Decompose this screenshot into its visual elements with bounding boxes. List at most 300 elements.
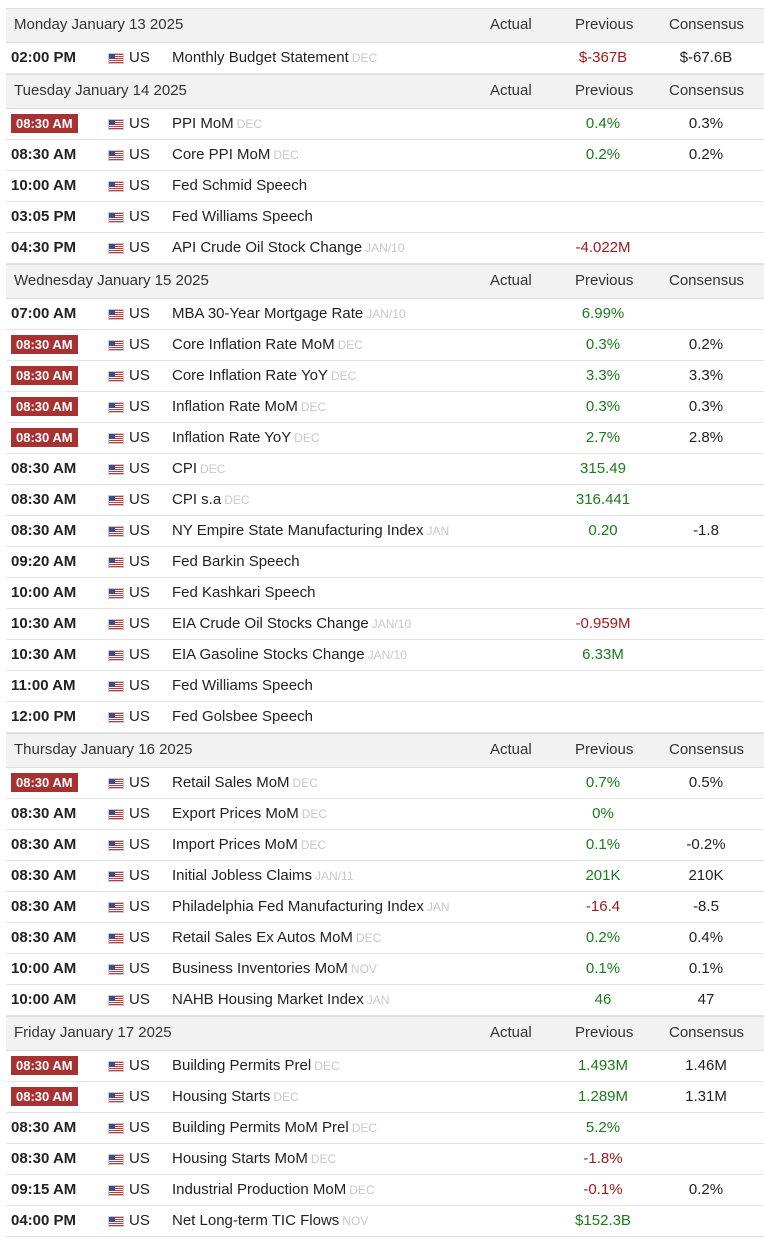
flag-canton [109,934,115,939]
event-name[interactable] [172,584,315,601]
event-row[interactable] [6,892,764,923]
reference-period: DEC [351,1121,378,1135]
actual-column-header: Actual [490,16,532,33]
country-code: US [129,991,150,1008]
country-code: US [129,460,150,477]
us-flag-icon [108,150,124,161]
flag-canton [109,213,115,218]
event-title[interactable]: Core PPI MoM [172,146,271,163]
us-flag-icon [108,526,124,537]
previous-value: 1.493M [577,1057,629,1074]
event-row[interactable] [6,954,764,985]
reference-period: DEC [300,400,327,414]
us-flag-icon [108,371,124,382]
event-title[interactable]: Inflation Rate YoY [172,429,292,446]
us-flag-icon [108,933,124,944]
event-title[interactable]: Net Long-term TIC Flows [172,1212,340,1229]
event-name[interactable] [172,929,381,946]
event-title[interactable]: Import Prices MoM [172,836,298,853]
us-flag-icon [108,1185,124,1196]
event-row[interactable] [6,485,764,516]
event-title[interactable]: API Crude Oil Stock Change [172,239,363,256]
event-row[interactable] [6,361,764,392]
country-code: US [129,1150,150,1167]
event-row[interactable] [6,768,764,799]
event-name[interactable] [172,460,225,477]
previous-value: -0.1% [583,1181,623,1198]
flag-canton [109,872,115,877]
previous-column-header: Previous [575,16,634,33]
country-code: US [129,898,150,915]
reference-period: DEC [314,1059,340,1073]
event-time: 04:30 PM [11,239,77,256]
flag-canton [109,682,115,687]
event-name[interactable] [172,177,307,194]
us-flag-icon [108,871,124,882]
economic-calendar [6,8,764,1237]
reference-period: DEC [337,338,363,352]
country-code: US [129,805,150,822]
flag-canton [109,779,115,784]
previous-column-header: Previous [575,741,634,758]
event-title[interactable]: Fed Williams Speech [172,677,313,694]
event-time: 08:30 AM [11,522,77,539]
event-row[interactable] [6,202,764,233]
event-row[interactable] [6,1144,764,1175]
consensus-value: 47 [697,991,715,1008]
event-title[interactable]: Fed Schmid Speech [172,177,308,194]
event-name[interactable] [172,115,262,132]
event-row[interactable] [6,423,764,454]
event-name[interactable] [172,367,356,384]
flag-canton [109,182,115,187]
reference-period: DEC [273,1090,299,1104]
country-code: US [129,1212,150,1229]
event-name[interactable] [172,1119,377,1136]
event-title[interactable]: Core Inflation Rate MoM [172,336,335,353]
previous-column-header: Previous [575,82,634,99]
event-name[interactable] [172,805,327,822]
country-code: US [129,146,150,163]
country-code: US [129,1181,150,1198]
flag-canton [109,434,115,439]
event-name[interactable] [172,522,449,539]
country-code: US [129,305,150,322]
event-time: 04:00 PM [11,1212,77,1229]
consensus-column-header: Consensus [669,1024,745,1041]
flag-canton [109,841,115,846]
event-title[interactable]: EIA Gasoline Stocks Change [172,646,365,663]
reference-period: JAN/10 [371,617,412,631]
event-row[interactable] [6,140,764,171]
event-title[interactable]: Housing Starts MoM [172,1150,308,1167]
event-title[interactable]: CPI s.a [172,491,222,508]
event-title[interactable]: Monthly Budget Statement [172,49,349,66]
event-row[interactable] [6,330,764,361]
us-flag-icon [108,1154,124,1165]
event-name[interactable] [172,774,318,791]
event-name[interactable] [172,305,406,322]
us-flag-icon [108,650,124,661]
reference-period: DEC [351,51,378,65]
actual-column-header: Actual [490,1024,532,1041]
flag-canton [109,372,115,377]
reference-period: JAN [426,524,450,538]
previous-value: 0.20 [588,522,618,539]
event-row[interactable] [6,109,764,140]
flag-canton [109,903,115,908]
event-title[interactable]: Fed Golsbee Speech [172,708,313,725]
us-flag-icon [108,619,124,630]
previous-value: -0.959M [575,615,631,632]
us-flag-icon [108,243,124,254]
us-flag-icon [108,309,124,320]
us-flag-icon [108,119,124,130]
country-code: US [129,398,150,415]
us-flag-icon [108,464,124,475]
event-title[interactable]: Building Permits MoM Prel [172,1119,349,1136]
event-name[interactable] [172,491,250,508]
us-flag-icon [108,840,124,851]
day-header [6,74,764,109]
event-time: 08:30 AM [11,867,77,884]
consensus-value: -1.8 [693,522,719,539]
event-name[interactable] [172,239,404,256]
high-importance-time-badge: 08:30 AM [11,773,78,792]
country-code: US [129,177,150,194]
country-code: US [129,584,150,601]
previous-value: 0% [592,805,614,822]
event-title[interactable]: Philadelphia Fed Manufacturing Index [172,898,424,915]
us-flag-icon [108,902,124,913]
us-flag-icon [108,995,124,1006]
us-flag-icon [108,681,124,692]
us-flag-icon [108,1092,124,1103]
day-header [6,8,764,43]
us-flag-icon [108,433,124,444]
event-title[interactable]: CPI [172,460,198,477]
event-row[interactable] [6,454,764,485]
flag-canton [109,1062,115,1067]
previous-value: 0.7% [585,774,621,791]
event-name[interactable] [172,991,389,1008]
country-code: US [129,239,150,256]
event-row[interactable] [6,923,764,954]
event-time: 09:20 AM [11,553,77,570]
us-flag-icon [108,53,124,64]
actual-column-header: Actual [490,272,532,289]
reference-period: JAN/10 [365,241,405,255]
event-row[interactable] [6,1082,764,1113]
country-code: US [129,867,150,884]
event-time: 08:30 AM [11,929,77,946]
previous-value: 316.441 [575,491,631,508]
flag-canton [109,713,115,718]
previous-value: $-367B [578,49,628,66]
event-row[interactable] [6,640,764,671]
event-time: 09:15 AM [11,1181,77,1198]
flag-canton [109,403,115,408]
previous-value: -1.8% [583,1150,623,1167]
event-title[interactable]: Core Inflation Rate YoY [172,367,328,384]
reference-period: NOV [342,1214,369,1228]
event-row[interactable] [6,578,764,609]
event-row[interactable] [6,985,764,1016]
flag-canton [109,651,115,656]
event-time: 08:30 AM [11,491,77,508]
consensus-value: 0.2% [688,1181,724,1198]
event-title[interactable]: NAHB Housing Market Index [172,991,364,1008]
previous-value: 0.1% [585,960,621,977]
country-code: US [129,49,150,66]
high-importance-time-badge: 08:30 AM [11,1056,78,1075]
previous-value: 6.99% [581,305,625,322]
us-flag-icon [108,1216,124,1227]
flag-canton [109,1155,115,1160]
consensus-value: -8.5 [693,898,719,915]
country-code: US [129,115,150,132]
reference-period: DEC [236,117,263,131]
us-flag-icon [108,557,124,568]
actual-column-header: Actual [490,741,532,758]
event-name[interactable] [172,836,326,853]
country-code: US [129,336,150,353]
event-title[interactable]: Retail Sales Ex Autos MoM [172,929,353,946]
flag-canton [109,810,115,815]
event-title[interactable]: Housing Starts [172,1088,271,1105]
flag-canton [109,120,115,125]
reference-period: DEC [349,1183,375,1197]
previous-value: $152.3B [575,1212,631,1229]
country-code: US [129,1057,150,1074]
us-flag-icon [108,402,124,413]
event-time: 02:00 PM [11,49,77,66]
event-title[interactable]: Inflation Rate MoM [172,398,298,415]
event-time: 11:00 AM [11,677,76,694]
consensus-value: 0.1% [688,960,724,977]
previous-value: 1.289M [577,1088,629,1105]
event-row[interactable] [6,609,764,640]
event-row[interactable] [6,392,764,423]
consensus-column-header: Consensus [669,16,745,33]
previous-column-header: Previous [575,272,634,289]
event-title[interactable]: Building Permits Prel [172,1057,312,1074]
high-importance-time-badge: 08:30 AM [11,1087,78,1106]
event-name[interactable] [172,146,299,163]
previous-value: 6.33M [582,646,624,663]
flag-canton [109,996,115,1001]
reference-period: DEC [294,431,320,445]
event-time: 08:30 AM [11,805,77,822]
country-code: US [129,708,150,725]
event-time: 10:00 AM [11,584,77,601]
event-time: 10:00 AM [11,991,77,1008]
consensus-value: 1.31M [685,1088,727,1105]
reference-period: DEC [330,369,357,383]
country-code: US [129,615,150,632]
event-row[interactable] [6,1051,764,1082]
consensus-value: 210K [688,867,724,884]
event-name[interactable] [172,1057,340,1074]
us-flag-icon [108,1061,124,1072]
event-row[interactable] [6,1206,764,1237]
event-name[interactable] [172,336,363,353]
event-title[interactable]: NY Empire State Manufacturing Index [172,522,424,539]
event-time: 10:00 AM [11,177,77,194]
flag-canton [109,589,115,594]
consensus-column-header: Consensus [669,82,745,99]
us-flag-icon [108,778,124,789]
reference-period: DEC [301,807,328,821]
country-code: US [129,553,150,570]
event-name[interactable] [172,677,313,694]
day-date: Tuesday January 14 2025 [14,82,187,99]
event-time: 08:30 AM [11,460,77,477]
event-row[interactable] [6,233,764,264]
flag-canton [109,1186,115,1191]
previous-value: 0.2% [585,146,621,163]
event-row[interactable] [6,547,764,578]
flag-canton [109,310,115,315]
high-importance-time-badge: 08:30 AM [11,397,78,416]
reference-period: DEC [200,462,226,476]
reference-period: DEC [273,148,299,162]
event-row[interactable] [6,171,764,202]
country-code: US [129,646,150,663]
reference-period: JAN/10 [366,307,406,321]
event-time: 08:30 AM [11,146,77,163]
event-row[interactable] [6,671,764,702]
previous-value: 0.2% [585,929,621,946]
reference-period: DEC [300,838,327,852]
reference-period: JAN/10 [367,648,407,662]
event-title[interactable]: MBA 30-Year Mortgage Rate [172,305,364,322]
event-name[interactable] [172,867,354,884]
event-title[interactable]: EIA Crude Oil Stocks Change [172,615,369,632]
event-name[interactable] [172,1150,336,1167]
high-importance-time-badge: 08:30 AM [11,335,78,354]
event-name[interactable] [172,49,377,66]
consensus-column-header: Consensus [669,741,745,758]
event-name[interactable] [172,960,377,977]
reference-period: DEC [224,493,250,507]
flag-canton [109,496,115,501]
consensus-value: 3.3% [688,367,724,384]
event-name[interactable] [172,1212,368,1229]
us-flag-icon [108,712,124,723]
country-code: US [129,208,150,225]
event-name[interactable] [172,429,320,446]
reference-period: JAN/11 [315,869,354,883]
consensus-value: $-67.6B [679,49,733,66]
previous-value: 315.49 [580,460,626,477]
flag-canton [109,1093,115,1098]
event-row[interactable] [6,702,764,733]
flag-canton [109,1217,115,1222]
consensus-value: 0.2% [688,146,724,163]
event-row[interactable] [6,516,764,547]
previous-value: 201K [585,867,621,884]
flag-canton [109,341,115,346]
event-name[interactable] [172,208,313,225]
event-title[interactable]: Industrial Production MoM [172,1181,347,1198]
reference-period: NOV [350,962,377,976]
consensus-value: 1.46M [685,1057,727,1074]
event-title[interactable]: Fed Barkin Speech [172,553,300,570]
consensus-value: 0.2% [688,336,724,353]
country-code: US [129,836,150,853]
event-time: 03:05 PM [11,208,77,225]
event-time: 07:00 AM [11,305,77,322]
us-flag-icon [108,495,124,506]
event-row[interactable] [6,861,764,892]
country-code: US [129,1119,150,1136]
event-row[interactable] [6,299,764,330]
reference-period: DEC [310,1152,337,1166]
event-title[interactable]: Business Inventories MoM [172,960,348,977]
country-code: US [129,677,150,694]
country-code: US [129,367,150,384]
event-row[interactable] [6,43,764,74]
flag-canton [109,54,115,59]
country-code: US [129,774,150,791]
event-name[interactable] [172,646,407,663]
event-row[interactable] [6,830,764,861]
event-name[interactable] [172,615,411,632]
event-name[interactable] [172,553,300,570]
event-time: 08:30 AM [11,1150,77,1167]
event-title[interactable]: Retail Sales MoM [172,774,290,791]
consensus-value: -0.2% [686,836,726,853]
flag-canton [109,620,115,625]
reference-period: JAN [426,900,450,914]
event-name[interactable] [172,1181,375,1198]
country-code: US [129,491,150,508]
country-code: US [129,429,150,446]
event-row[interactable] [6,1113,764,1144]
event-name[interactable] [172,898,450,915]
event-time: 10:30 AM [11,646,77,663]
event-title[interactable]: PPI MoM [172,115,234,132]
previous-value: 46 [594,991,612,1008]
day-header [6,264,764,299]
previous-value: -16.4 [585,898,621,915]
event-name[interactable] [172,708,313,725]
previous-value: 2.7% [585,429,621,446]
flag-canton [109,527,115,532]
flag-canton [109,965,115,970]
us-flag-icon [108,1123,124,1134]
day-date: Wednesday January 15 2025 [14,272,209,289]
high-importance-time-badge: 08:30 AM [11,114,78,133]
high-importance-time-badge: 08:30 AM [11,366,78,385]
event-row[interactable] [6,1175,764,1206]
event-title[interactable]: Fed Kashkari Speech [172,584,316,601]
previous-value: 0.3% [585,398,621,415]
event-time: 10:30 AM [11,615,77,632]
event-title[interactable]: Fed Williams Speech [172,208,313,225]
event-title[interactable]: Initial Jobless Claims [172,867,313,884]
event-title[interactable]: Export Prices MoM [172,805,299,822]
consensus-value: 0.3% [688,115,724,132]
us-flag-icon [108,809,124,820]
event-name[interactable] [172,398,326,415]
day-header [6,733,764,768]
flag-canton [109,465,115,470]
event-name[interactable] [172,1088,299,1105]
reference-period: DEC [355,931,382,945]
event-row[interactable] [6,799,764,830]
